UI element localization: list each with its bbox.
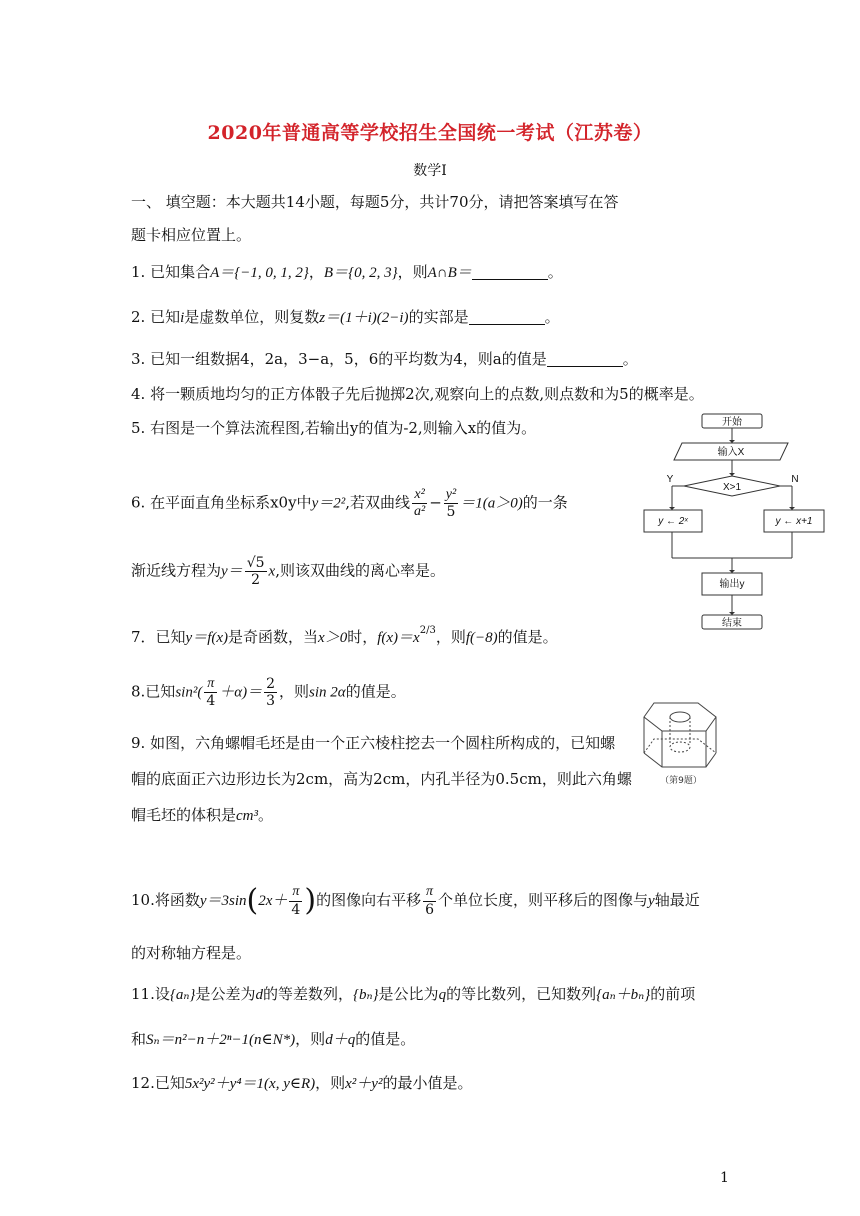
- paren-open: (: [246, 883, 259, 918]
- flow-no-label: N: [791, 474, 799, 485]
- q9-line3a: 帽毛坯的体积是: [131, 806, 237, 824]
- frac-num: π: [204, 676, 217, 693]
- q11-an: {aₙ}: [169, 987, 196, 1003]
- q2-i: i: [180, 310, 185, 326]
- q2-end: 。: [544, 308, 560, 326]
- q6b-text: ,则该双曲线的离心率是。: [275, 561, 445, 580]
- q1-end: 。: [547, 263, 563, 281]
- page-title: 2020年普通高等学校招生全国统一考试（江苏卷）: [207, 122, 653, 144]
- q7-text4: 的值是。: [497, 628, 558, 646]
- frac-den: 2: [251, 572, 261, 589]
- q3-end: 。: [622, 350, 638, 368]
- q3-text: 3. 已知一组数据4，2a，3−a，5，6的平均数为4，则a的值是: [131, 350, 547, 368]
- question-3: [131, 350, 638, 368]
- q6-prefix: 6. 在平面直角坐标系x0y中: [131, 493, 312, 512]
- q10-text3: 轴最近: [654, 891, 700, 909]
- q10-text2: 个单位长度，则平移后的图像与: [438, 891, 649, 909]
- fraction-pi-6: [423, 884, 436, 917]
- q6-eq: ＝1(a＞0): [460, 495, 523, 512]
- question-9-line3: [131, 806, 273, 825]
- frac-den: 4: [206, 693, 216, 710]
- page-number: 1: [720, 1170, 729, 1186]
- q7-prefix: 7．已知: [131, 628, 186, 646]
- question-6: [131, 487, 568, 520]
- q11-t2: 的等差数列，: [262, 985, 353, 1003]
- frac-den: a²: [414, 504, 426, 520]
- question-12: [131, 1074, 472, 1093]
- q11-prefix: 11.设: [131, 985, 170, 1003]
- q10-text1: 的图像向右平移: [316, 891, 422, 909]
- q11-t1: 是公差为: [195, 985, 256, 1003]
- q11b-sn: Sₙ＝n²−n＋2ⁿ−1(n∈N*): [146, 1032, 296, 1048]
- frac-num: y²: [444, 487, 458, 504]
- q2-prefix: 2. 已知: [131, 308, 181, 326]
- q12-t2: 的最小值是。: [382, 1074, 473, 1092]
- q11-t5: 的前项: [650, 985, 696, 1003]
- q7-def: f(x)＝x: [377, 630, 420, 646]
- frac-den: 6: [425, 901, 434, 918]
- q11-anbn: {aₙ＋bₙ}: [596, 987, 651, 1003]
- q8-expr: sin 2α: [309, 684, 346, 701]
- q8-sin: sin²(: [175, 684, 203, 701]
- q1-mid: ，则: [397, 263, 428, 281]
- fraction-pi-4: [289, 884, 302, 917]
- algorithm-flowchart: [640, 410, 840, 635]
- hidden-edge: [644, 739, 716, 753]
- flow-cond-label: X>1: [722, 482, 742, 493]
- flow-end-label: 结束: [722, 618, 742, 629]
- q7-text2: 时，: [347, 628, 378, 646]
- q11-t3: 是公比为: [378, 985, 439, 1003]
- q11-t4: 的等比数列，已知数列: [446, 985, 597, 1003]
- fraction-sqrt5-2: [245, 555, 267, 588]
- q1-expr: A∩B＝: [427, 265, 472, 281]
- q8-prefix: 8.已知: [131, 682, 176, 701]
- q7-cond: x＞0: [318, 630, 348, 646]
- flow-input-label: 输入X: [717, 447, 745, 458]
- answer-blank[interactable]: [547, 351, 623, 367]
- frac-den: 4: [291, 901, 301, 918]
- q6-text1: ,若双曲线: [345, 493, 410, 512]
- q10-f: y＝3sin: [199, 893, 247, 909]
- q9-unit: cm³: [236, 808, 259, 824]
- question-6-cont: [131, 555, 445, 588]
- page-subtitle: 数学Ⅰ: [413, 163, 447, 179]
- question-7: [131, 625, 558, 647]
- q9-line3b: 。: [258, 806, 274, 824]
- q11-bn: {bₙ}: [352, 987, 379, 1003]
- q11-d: d: [255, 987, 263, 1003]
- section-heading-line2: 题卡相应位置上。: [131, 226, 252, 244]
- q11b-dq: d＋q: [325, 1032, 356, 1048]
- question-10-cont: 的对称轴方程是。: [131, 944, 252, 962]
- q10-prefix: 10.将函数: [131, 891, 200, 909]
- answer-blank[interactable]: [472, 264, 548, 280]
- question-11-cont: [131, 1030, 415, 1049]
- q2-text1: 是虚数单位，则复数: [184, 308, 320, 326]
- q7-text3: ，则: [435, 628, 466, 646]
- frac-num: 2: [266, 676, 276, 692]
- flow-start-label: 开始: [722, 417, 742, 428]
- fraction-pi-4: [204, 676, 217, 709]
- question-2: [131, 308, 560, 327]
- q10-inner: 2x＋: [258, 893, 288, 909]
- q8-text: ，则: [279, 682, 310, 701]
- q6b-prefix: 渐近线方程为: [131, 561, 222, 580]
- q7-text1: 是奇函数，当: [228, 628, 319, 646]
- answer-blank[interactable]: [469, 309, 545, 325]
- hole-top: [670, 712, 690, 722]
- arrow-head: [729, 473, 735, 476]
- q11b-prefix: 和: [131, 1030, 147, 1048]
- q1-set-a: A＝{−1, 0, 1, 2}: [210, 265, 309, 281]
- question-8: [131, 676, 406, 709]
- q1-sep: ，: [308, 263, 324, 281]
- q6b-x: x: [268, 563, 276, 580]
- q1-prefix: 1. 已知集合: [131, 263, 211, 281]
- q2-text2: 的实部是: [408, 308, 469, 326]
- flow-output-label: 输出y: [719, 579, 745, 590]
- fraction-x2-a2: [412, 487, 427, 520]
- frac-num: π: [289, 884, 302, 901]
- frac-num: √5: [246, 555, 265, 571]
- q11b-t2: 的值是。: [355, 1030, 416, 1048]
- hex-top: [644, 703, 716, 731]
- question-1: [131, 263, 563, 282]
- q7-exp: 2/3: [419, 625, 436, 636]
- q12-eq: 5x²y²＋y⁴＝1(x, y∈R): [184, 1076, 316, 1092]
- flow-left-label: y ← 2ˣ: [658, 516, 688, 527]
- question-9-line2: 帽的底面正六边形边长为2cm，高为2cm，内孔半径为0.5cm，则此六角螺: [131, 770, 632, 788]
- q11-q: q: [438, 987, 447, 1003]
- question-10: [131, 883, 700, 919]
- q7-fx: y＝f(x): [185, 630, 229, 646]
- q10-y: y: [648, 893, 655, 909]
- frac-num: π: [423, 884, 436, 901]
- question-5: 5. 右图是一个算法流程图,若输出y的值为-2,则输入x的值为。: [131, 419, 537, 437]
- figure-caption: （第9题）: [660, 776, 702, 786]
- q6-text2: 的一条: [522, 493, 568, 512]
- fraction-2-3: [264, 676, 277, 709]
- frac-den: 3: [266, 693, 276, 710]
- q12-expr: x²＋y²: [345, 1076, 383, 1092]
- frac-num: x²: [412, 487, 427, 504]
- q7-val: f(−8): [465, 630, 498, 646]
- q12-t1: ，则: [315, 1074, 346, 1092]
- flow-right-label: y ← x+1: [775, 516, 813, 527]
- q6b-y: y＝: [221, 563, 243, 580]
- q11b-t1: ，则: [295, 1030, 326, 1048]
- q1-set-b: B＝{0, 2, 3}: [323, 265, 398, 281]
- hex-nut-figure: [636, 695, 726, 790]
- fraction-y2-5: [444, 487, 458, 520]
- hole-bottom: [670, 742, 690, 752]
- question-9-line1: 9. 如图，六角螺帽毛坯是由一个正六棱柱挖去一个圆柱所构成的，已知螺: [131, 734, 616, 752]
- q2-expr: z＝(1＋i)(2−i): [319, 310, 409, 326]
- question-11: [131, 985, 695, 1004]
- q8-text2: 的值是。: [345, 682, 406, 701]
- paren-close: ): [304, 883, 317, 918]
- section-heading-line1: 一、 填空题：本大题共14小题，每题5分，共计70分，请把答案填写在答: [131, 193, 619, 211]
- frac-den: 5: [446, 504, 456, 521]
- q8-tail: ＋α)＝: [219, 684, 263, 701]
- q6-cond: y＝2²: [311, 495, 346, 512]
- q12-prefix: 12.已知: [131, 1074, 185, 1092]
- flow-yes-label: Y: [666, 474, 674, 485]
- hex-bottom: [644, 753, 716, 767]
- q6-minus: −: [429, 493, 442, 512]
- question-4: 4. 将一颗质地均匀的正方体骰子先后抛掷2次,观察向上的点数,则点数和为5的概率是。: [131, 385, 704, 403]
